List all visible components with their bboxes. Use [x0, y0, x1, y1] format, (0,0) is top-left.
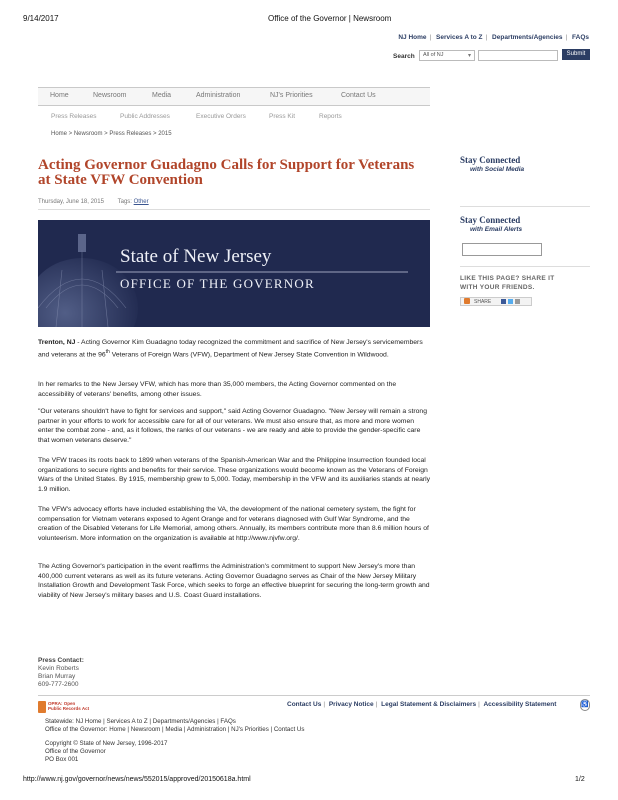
- search-submit-button[interactable]: Submit: [562, 49, 590, 60]
- opra-icon: [38, 701, 46, 713]
- top-link-faqs[interactable]: FAQs: [572, 34, 589, 41]
- facebook-icon: [501, 299, 506, 304]
- opra-line-2: Public Records Act: [48, 706, 90, 711]
- breadcrumb: Home > Newsroom > Press Releases > 2015: [51, 131, 172, 137]
- print-page-number: 1/2: [575, 776, 585, 783]
- print-title: Office of the Governor | Newsroom: [268, 14, 392, 23]
- nav-administration[interactable]: Administration: [196, 92, 241, 99]
- sidebar-divider: [460, 206, 590, 207]
- office-banner: [38, 220, 430, 327]
- footer-privacy-link[interactable]: Privacy Notice: [328, 701, 374, 708]
- tags-label: Tags:: [117, 199, 132, 205]
- nav-home[interactable]: Home: [50, 92, 69, 99]
- print-url: http://www.nj.gov/governor/news/news/552015/approved/20150618a.html: [23, 776, 251, 783]
- stay-connected-social-title: Stay Connected: [460, 155, 521, 165]
- top-link-services[interactable]: Services A to Z: [436, 34, 483, 41]
- share-icon: [464, 298, 470, 304]
- subnav-press-releases[interactable]: Press Releases: [51, 113, 97, 120]
- opra-line-1: OPRA: Open: [48, 701, 76, 706]
- footer-accessibility-link[interactable]: Accessibility Statement: [483, 701, 557, 708]
- main-nav: [38, 87, 430, 106]
- top-link-departments[interactable]: Departments/Agencies: [492, 34, 563, 41]
- press-contact-name-1: Kevin Roberts: [38, 665, 79, 672]
- share-prompt-line-1: LIKE THIS PAGE? SHARE IT: [460, 275, 555, 282]
- search-input[interactable]: [478, 50, 558, 61]
- social-media-link[interactable]: with Social Media: [470, 166, 525, 173]
- email-alert-input[interactable]: [462, 243, 542, 256]
- chevron-down-icon: ▾: [467, 53, 471, 59]
- paragraph-1-text-a: - Acting Governor Kim Guadagno today recognized the commitment and sacrifice of New Jersey's servicemembers and veterans at the 96: [38, 339, 423, 358]
- twitter-icon: [508, 299, 513, 304]
- ordinal-suffix: th: [105, 348, 110, 355]
- search-scope-select[interactable]: [419, 50, 475, 61]
- paragraph-1: [38, 338, 430, 359]
- subnav-executive-orders[interactable]: Executive Orders: [196, 113, 246, 120]
- search-label: Search: [393, 53, 415, 60]
- divider: [38, 209, 430, 210]
- share-button[interactable]: [460, 297, 532, 306]
- paragraph-5: The VFW's advocacy efforts have included establishing the VA, the development of the national cemetery system, the fight for compensation for Vietnam veterans exposed to Agent Orange and for veterans diagnosed with Gulf War Syndrome, and the creation of the Disabled Veterans for Life Memorial, among others. Annually, its members contribute more than 8.6 million hours of volunteerism. More information on the organization is available at http://www.njvfw.org/.: [38, 506, 429, 542]
- footer-office-links: Office of the Governor: Home | Newsroom | Media | Administration | NJ's Priorities | Contact Us: [45, 726, 305, 733]
- article-title: Acting Governor Guadagno Calls for Support for Veterans at State VFW Convention: [38, 157, 415, 188]
- press-contact-phone: 609-777-2600: [38, 681, 79, 688]
- footer-copyright: Copyright © State of New Jersey, 1996-2017: [45, 740, 168, 747]
- paragraph-2: In her remarks to the New Jersey VFW, which has more than 35,000 members, the Acting Governor commented on the accessibility of veterans' benefits, among other issues.: [38, 381, 397, 398]
- footer-contact-link[interactable]: Contact Us: [287, 701, 322, 708]
- capitol-dome-image: [38, 220, 430, 327]
- tag-link[interactable]: Other: [133, 199, 149, 205]
- subnav-public-addresses[interactable]: Public Addresses: [120, 113, 170, 120]
- share-prompt-line-2: WITH YOUR FRIENDS.: [460, 283, 535, 291]
- opra-text: [48, 701, 89, 711]
- banner-line-2: OFFICE OF THE GOVERNOR: [120, 276, 315, 291]
- footer-divider: [38, 695, 590, 696]
- footer-legal-link[interactable]: Legal Statement & Disclaimers: [381, 701, 477, 708]
- sidebar-divider-2: [460, 266, 590, 267]
- paragraph-3: "Our veterans shouldn't have to fight for services and support," said Acting Governor Guadagno. "New Jersey will remain a strong partner in your efforts to work for accessible care for all of our veterans. We must also ensure that, as more and more women enter the combat zone - and, as it follows, the ranks of our veterans - we are ready and able to provide the gender-specific care that women veterans deserve.": [38, 408, 427, 444]
- top-link-nj-home[interactable]: NJ Home: [398, 34, 427, 41]
- subnav-press-kit[interactable]: Press Kit: [269, 113, 296, 120]
- banner-line-1: State of New Jersey: [120, 246, 272, 267]
- press-contact-heading: Press Contact:: [38, 657, 84, 664]
- opra-logo[interactable]: [38, 699, 90, 716]
- nav-newsroom[interactable]: Newsroom: [93, 92, 127, 99]
- email-icon: [515, 299, 520, 304]
- nav-contact[interactable]: Contact Us: [341, 92, 376, 99]
- share-label: SHARE: [474, 299, 492, 305]
- press-contact: [38, 657, 84, 689]
- paragraph-6: The Acting Governor's participation in the event reaffirms the Administration's commitment to support New Jersey's more than 400,000 current veterans as well as its future veterans. Acting Governor Guadagno serves as Chair of the New Jersey Military Installation Growth and Development Task Force, which seeks to forge an effective blueprint for securing the long-term growth and viability of New Jersey's military bases and U.S. Coast Guard installations.: [38, 563, 430, 599]
- nav-priorities[interactable]: NJ's Priorities: [270, 92, 313, 99]
- footer-links: Contact Us | Privacy Notice | Legal Statement & Disclaimers | Accessibility Statement: [287, 701, 557, 708]
- paragraph-4: The VFW traces its roots back to 1899 when veterans of the Spanish-American War and the Philippine Insurrection founded local organizations to secure rights and benefits for their service. These organizations would become known as the Veterans of Foreign Wars of the United States. By 1915, membership grew to 5,000. Today, membership in the VFW and its auxiliaries stands at nearly 1.9 million.: [38, 457, 431, 493]
- accessibility-icon[interactable]: ♿: [580, 699, 590, 711]
- print-date: 9/14/2017: [23, 14, 59, 23]
- footer-office-name: Office of the Governor: [45, 748, 106, 755]
- dateline: Trenton, NJ: [38, 339, 76, 346]
- email-alerts-link[interactable]: with Email Alerts: [470, 226, 523, 233]
- paragraph-1-text-b: Veterans of Foreign Wars (VFW), Department of New Jersey State Convention in Wildwood.: [109, 350, 389, 358]
- footer-statewide: Statewide: NJ Home | Services A to Z | Departments/Agencies | FAQs: [45, 718, 236, 725]
- press-contact-name-2: Brian Murray: [38, 673, 76, 680]
- article-meta: [38, 199, 149, 205]
- nav-media[interactable]: Media: [152, 92, 172, 99]
- footer-po-box: PO Box 001: [45, 756, 79, 763]
- share-prompt: [460, 275, 554, 292]
- search-scope-value: All of NJ: [423, 52, 444, 58]
- subnav-reports[interactable]: Reports: [319, 113, 342, 120]
- article-date: Thursday, June 18, 2015: [38, 199, 104, 205]
- stay-connected-email-title: Stay Connected: [460, 215, 521, 225]
- top-links: NJ Home | Services A to Z | Departments/Agencies | FAQs: [398, 34, 589, 41]
